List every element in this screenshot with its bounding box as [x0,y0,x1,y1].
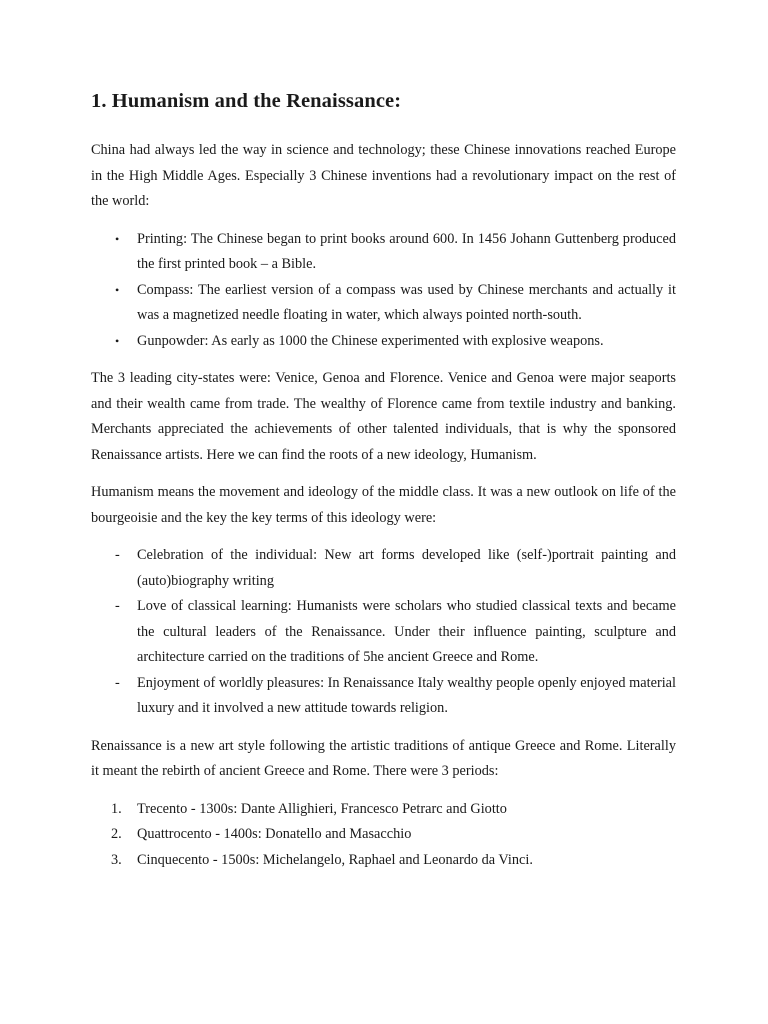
key-terms-list [91,543,676,722]
number-marker: 1. [111,800,122,817]
bullet-marker: • [115,333,120,348]
list-item-text: Love of classical learning: Humanists were scholars who studied classical texts and became the cultural leaders of the Renaissance. Under their influence painting, sculpture and architecture carried on the traditions of 5he ancient Greece and Rome. [137,598,676,665]
intro-paragraph: China had always led the way in science and technology; these Chinese innovations reached Europe in the High Middle Ages. Especially 3 Chinese inventions had a revolutionary impact on the rest of the world: [91,142,676,209]
list-item [91,278,676,329]
document-page [91,86,676,885]
list-item [91,797,676,823]
city-states-paragraph: The 3 leading city-states were: Venice, Genoa and Florence. Venice and Genoa were major seaports and their wealth came from trade. The wealthy of Florence came from textile industry and banking. Merchants appreciated the achievements of other talented individuals, that is why the sponsored Renaissance artists. Here we can find the roots of a new ideology, Humanism. [91,370,676,463]
list-item [91,543,676,594]
list-item-text: Celebration of the individual: New art forms developed like (self-)portrait painting and (auto)biography writing [137,547,676,589]
number-marker: 2. [111,826,122,842]
bullet-marker: • [115,231,120,246]
dash-marker: - [115,674,120,691]
list-item-text: Compass: The earliest version of a compass was used by Chinese merchants and actually it was a magnetized needle floating in water, which always pointed north-south. [137,281,676,323]
list-item-text: Cinquecento - 1500s: Michelangelo, Raphael and Leonardo da Vinci. [137,851,533,868]
section-heading: 1. Humanism and the Renaissance: [91,90,402,112]
list-item [91,227,676,278]
list-item [91,671,676,722]
periods-list [91,797,676,874]
list-item-text: Quattrocento - 1400s: Donatello and Masacchio [137,826,412,842]
list-item [91,594,676,671]
list-item [91,329,676,355]
list-item [91,822,676,848]
list-item-text: Enjoyment of worldly pleasures: In Renaissance Italy wealthy people openly enjoyed material luxury and it involved a new attitude towards religion. [137,674,676,716]
list-item-text: Gunpowder: As early as 1000 the Chinese experimented with explosive weapons. [137,332,604,349]
list-item-text: Printing: The Chinese began to print books around 600. In 1456 Johann Guttenberg produced the first printed book – a Bible. [137,230,676,272]
humanism-paragraph: Humanism means the movement and ideology of the middle class. It was a new outlook on life of the bourgeoisie and the key the key terms of this ideology were: [91,484,676,526]
number-marker: 3. [111,851,122,868]
list-item-text: Trecento - 1300s: Dante Allighieri, Francesco Petrarc and Giotto [137,800,507,817]
list-item [91,848,676,874]
dash-marker: - [115,598,120,614]
inventions-list [91,227,676,355]
dash-marker: - [115,547,120,563]
renaissance-paragraph: Renaissance is a new art style following the artistic traditions of antique Greece and Rome. Literally it meant the rebirth of ancient Greece and Rome. There were 3 periods: [91,737,676,779]
bullet-marker: • [115,282,120,297]
